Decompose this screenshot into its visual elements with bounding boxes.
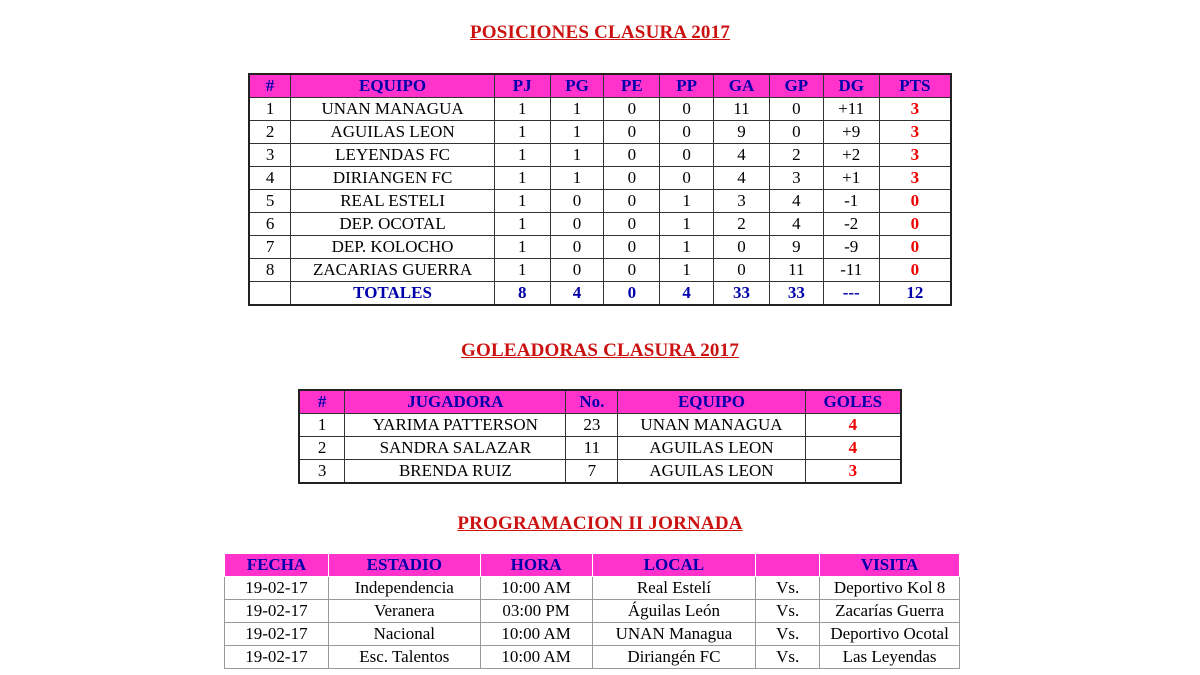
home-team-cell: Diriangén FC xyxy=(592,646,756,669)
date-cell: 19-02-17 xyxy=(225,623,329,646)
rank-cell: 8 xyxy=(249,259,291,282)
col-header-number: No. xyxy=(566,390,618,414)
table-row xyxy=(249,213,951,236)
away-team-cell: Zacarías Guerra xyxy=(820,600,960,623)
ga-cell: 4 xyxy=(714,144,770,167)
pp-cell: 1 xyxy=(660,190,714,213)
dg-cell: -11 xyxy=(823,259,879,282)
pg-cell: 0 xyxy=(550,213,604,236)
team-cell: UNAN MANAGUA xyxy=(291,98,494,121)
rank-cell: 7 xyxy=(249,236,291,259)
totals-ga-cell: 33 xyxy=(714,282,770,306)
rank-cell: 1 xyxy=(249,98,291,121)
col-header-rank: # xyxy=(299,390,345,414)
totals-team-cell: TOTALES xyxy=(291,282,494,306)
pts-cell: 0 xyxy=(879,190,951,213)
col-header-gp: GP xyxy=(769,74,823,98)
pp-cell: 0 xyxy=(660,144,714,167)
away-team-cell: Las Leyendas xyxy=(820,646,960,669)
pj-cell: 1 xyxy=(494,121,550,144)
col-header-date: FECHA xyxy=(225,554,329,577)
col-header-stadium: ESTADIO xyxy=(328,554,480,577)
gp-cell: 0 xyxy=(769,121,823,144)
col-header-vs xyxy=(756,554,820,577)
table-row xyxy=(299,437,901,460)
totals-rank-cell xyxy=(249,282,291,306)
pj-cell: 1 xyxy=(494,167,550,190)
team-cell: LEYENDAS FC xyxy=(291,144,494,167)
gp-cell: 11 xyxy=(769,259,823,282)
pj-cell: 1 xyxy=(494,190,550,213)
home-team-cell: Real Estelí xyxy=(592,577,756,600)
rank-cell: 2 xyxy=(299,437,345,460)
scorers-title: GOLEADORAS CLASURA 2017 xyxy=(460,340,740,361)
goals-cell: 4 xyxy=(805,437,901,460)
table-row xyxy=(225,577,960,600)
pp-cell: 1 xyxy=(660,213,714,236)
away-team-cell: Deportivo Ocotal xyxy=(820,623,960,646)
col-header-ga: GA xyxy=(714,74,770,98)
gp-cell: 4 xyxy=(769,190,823,213)
team-cell: DIRIANGEN FC xyxy=(291,167,494,190)
pe-cell: 0 xyxy=(604,259,660,282)
home-team-cell: Águilas León xyxy=(592,600,756,623)
dg-cell: +9 xyxy=(823,121,879,144)
totals-row xyxy=(249,282,951,306)
pts-cell: 0 xyxy=(879,213,951,236)
pg-cell: 1 xyxy=(550,167,604,190)
gp-cell: 2 xyxy=(769,144,823,167)
schedule-title: PROGRAMACION II JORNADA xyxy=(457,513,743,534)
table-row xyxy=(249,190,951,213)
stadium-cell: Nacional xyxy=(328,623,480,646)
rank-cell: 5 xyxy=(249,190,291,213)
ga-cell: 0 xyxy=(714,236,770,259)
pe-cell: 0 xyxy=(604,190,660,213)
vs-cell: Vs. xyxy=(756,577,820,600)
dg-cell: -1 xyxy=(823,190,879,213)
dg-cell: -9 xyxy=(823,236,879,259)
col-header-team: EQUIPO xyxy=(618,390,805,414)
col-header-pg: PG xyxy=(550,74,604,98)
number-cell: 7 xyxy=(566,460,618,484)
table-row xyxy=(225,600,960,623)
totals-pg-cell: 4 xyxy=(550,282,604,306)
rank-cell: 1 xyxy=(299,414,345,437)
away-team-cell: Deportivo Kol 8 xyxy=(820,577,960,600)
team-cell: DEP. OCOTAL xyxy=(291,213,494,236)
pg-cell: 0 xyxy=(550,190,604,213)
totals-pe-cell: 0 xyxy=(604,282,660,306)
rank-cell: 2 xyxy=(249,121,291,144)
team-cell: DEP. KOLOCHO xyxy=(291,236,494,259)
col-header-rank: # xyxy=(249,74,291,98)
col-header-pts: PTS xyxy=(879,74,951,98)
pj-cell: 1 xyxy=(494,259,550,282)
ga-cell: 9 xyxy=(714,121,770,144)
table-row xyxy=(249,259,951,282)
pj-cell: 1 xyxy=(494,213,550,236)
col-header-player: JUGADORA xyxy=(345,390,566,414)
totals-pj-cell: 8 xyxy=(494,282,550,306)
player-cell: SANDRA SALAZAR xyxy=(345,437,566,460)
number-cell: 23 xyxy=(566,414,618,437)
date-cell: 19-02-17 xyxy=(225,600,329,623)
ga-cell: 0 xyxy=(714,259,770,282)
col-header-goals: GOLES xyxy=(805,390,901,414)
col-header-time: HORA xyxy=(480,554,592,577)
standings-header-row xyxy=(249,74,951,98)
time-cell: 10:00 AM xyxy=(480,646,592,669)
gp-cell: 0 xyxy=(769,98,823,121)
ga-cell: 3 xyxy=(714,190,770,213)
team-cell: AGUILAS LEON xyxy=(618,437,805,460)
stadium-cell: Esc. Talentos xyxy=(328,646,480,669)
time-cell: 10:00 AM xyxy=(480,577,592,600)
goals-cell: 4 xyxy=(805,414,901,437)
ga-cell: 4 xyxy=(714,167,770,190)
col-header-dg: DG xyxy=(823,74,879,98)
gp-cell: 9 xyxy=(769,236,823,259)
team-cell: REAL ESTELI xyxy=(291,190,494,213)
team-cell: AGUILAS LEON xyxy=(291,121,494,144)
table-row xyxy=(249,98,951,121)
gp-cell: 4 xyxy=(769,213,823,236)
pts-cell: 0 xyxy=(879,259,951,282)
col-header-home: LOCAL xyxy=(592,554,756,577)
rank-cell: 4 xyxy=(249,167,291,190)
dg-cell: +11 xyxy=(823,98,879,121)
schedule-header-row xyxy=(225,554,960,577)
stadium-cell: Independencia xyxy=(328,577,480,600)
gp-cell: 3 xyxy=(769,167,823,190)
time-cell: 10:00 AM xyxy=(480,623,592,646)
totals-dg-cell: --- xyxy=(823,282,879,306)
totals-pts-cell: 12 xyxy=(879,282,951,306)
table-row xyxy=(249,167,951,190)
pg-cell: 1 xyxy=(550,144,604,167)
player-cell: YARIMA PATTERSON xyxy=(345,414,566,437)
ga-cell: 11 xyxy=(714,98,770,121)
table-row xyxy=(299,414,901,437)
pg-cell: 1 xyxy=(550,98,604,121)
totals-gp-cell: 33 xyxy=(769,282,823,306)
pe-cell: 0 xyxy=(604,167,660,190)
vs-cell: Vs. xyxy=(756,646,820,669)
standings-table xyxy=(248,73,952,306)
date-cell: 19-02-17 xyxy=(225,577,329,600)
pe-cell: 0 xyxy=(604,144,660,167)
col-header-pj: PJ xyxy=(494,74,550,98)
pe-cell: 0 xyxy=(604,121,660,144)
team-cell: UNAN MANAGUA xyxy=(618,414,805,437)
table-row xyxy=(299,460,901,484)
pp-cell: 0 xyxy=(660,167,714,190)
pj-cell: 1 xyxy=(494,144,550,167)
pts-cell: 3 xyxy=(879,167,951,190)
totals-pp-cell: 4 xyxy=(660,282,714,306)
standings-title: POSICIONES CLASURA 2017 xyxy=(469,22,731,43)
col-header-team: EQUIPO xyxy=(291,74,494,98)
player-cell: BRENDA RUIZ xyxy=(345,460,566,484)
pe-cell: 0 xyxy=(604,236,660,259)
team-cell: ZACARIAS GUERRA xyxy=(291,259,494,282)
date-cell: 19-02-17 xyxy=(225,646,329,669)
team-cell: AGUILAS LEON xyxy=(618,460,805,484)
rank-cell: 3 xyxy=(249,144,291,167)
pe-cell: 0 xyxy=(604,98,660,121)
table-row xyxy=(249,121,951,144)
table-row xyxy=(249,144,951,167)
dg-cell: +2 xyxy=(823,144,879,167)
pg-cell: 1 xyxy=(550,121,604,144)
home-team-cell: UNAN Managua xyxy=(592,623,756,646)
col-header-pp: PP xyxy=(660,74,714,98)
vs-cell: Vs. xyxy=(756,623,820,646)
ga-cell: 2 xyxy=(714,213,770,236)
pp-cell: 0 xyxy=(660,98,714,121)
scorers-table xyxy=(298,389,902,484)
dg-cell: -2 xyxy=(823,213,879,236)
vs-cell: Vs. xyxy=(756,600,820,623)
table-row xyxy=(225,646,960,669)
pe-cell: 0 xyxy=(604,213,660,236)
time-cell: 03:00 PM xyxy=(480,600,592,623)
table-row xyxy=(225,623,960,646)
pts-cell: 0 xyxy=(879,236,951,259)
stadium-cell: Veranera xyxy=(328,600,480,623)
col-header-pe: PE xyxy=(604,74,660,98)
pp-cell: 0 xyxy=(660,121,714,144)
scorers-header-row xyxy=(299,390,901,414)
pts-cell: 3 xyxy=(879,98,951,121)
rank-cell: 6 xyxy=(249,213,291,236)
pg-cell: 0 xyxy=(550,259,604,282)
pj-cell: 1 xyxy=(494,236,550,259)
pj-cell: 1 xyxy=(494,98,550,121)
number-cell: 11 xyxy=(566,437,618,460)
pg-cell: 0 xyxy=(550,236,604,259)
pp-cell: 1 xyxy=(660,236,714,259)
schedule-table xyxy=(224,553,960,669)
rank-cell: 3 xyxy=(299,460,345,484)
col-header-away: VISITA xyxy=(820,554,960,577)
pts-cell: 3 xyxy=(879,144,951,167)
pp-cell: 1 xyxy=(660,259,714,282)
table-row xyxy=(249,236,951,259)
goals-cell: 3 xyxy=(805,460,901,484)
pts-cell: 3 xyxy=(879,121,951,144)
dg-cell: +1 xyxy=(823,167,879,190)
